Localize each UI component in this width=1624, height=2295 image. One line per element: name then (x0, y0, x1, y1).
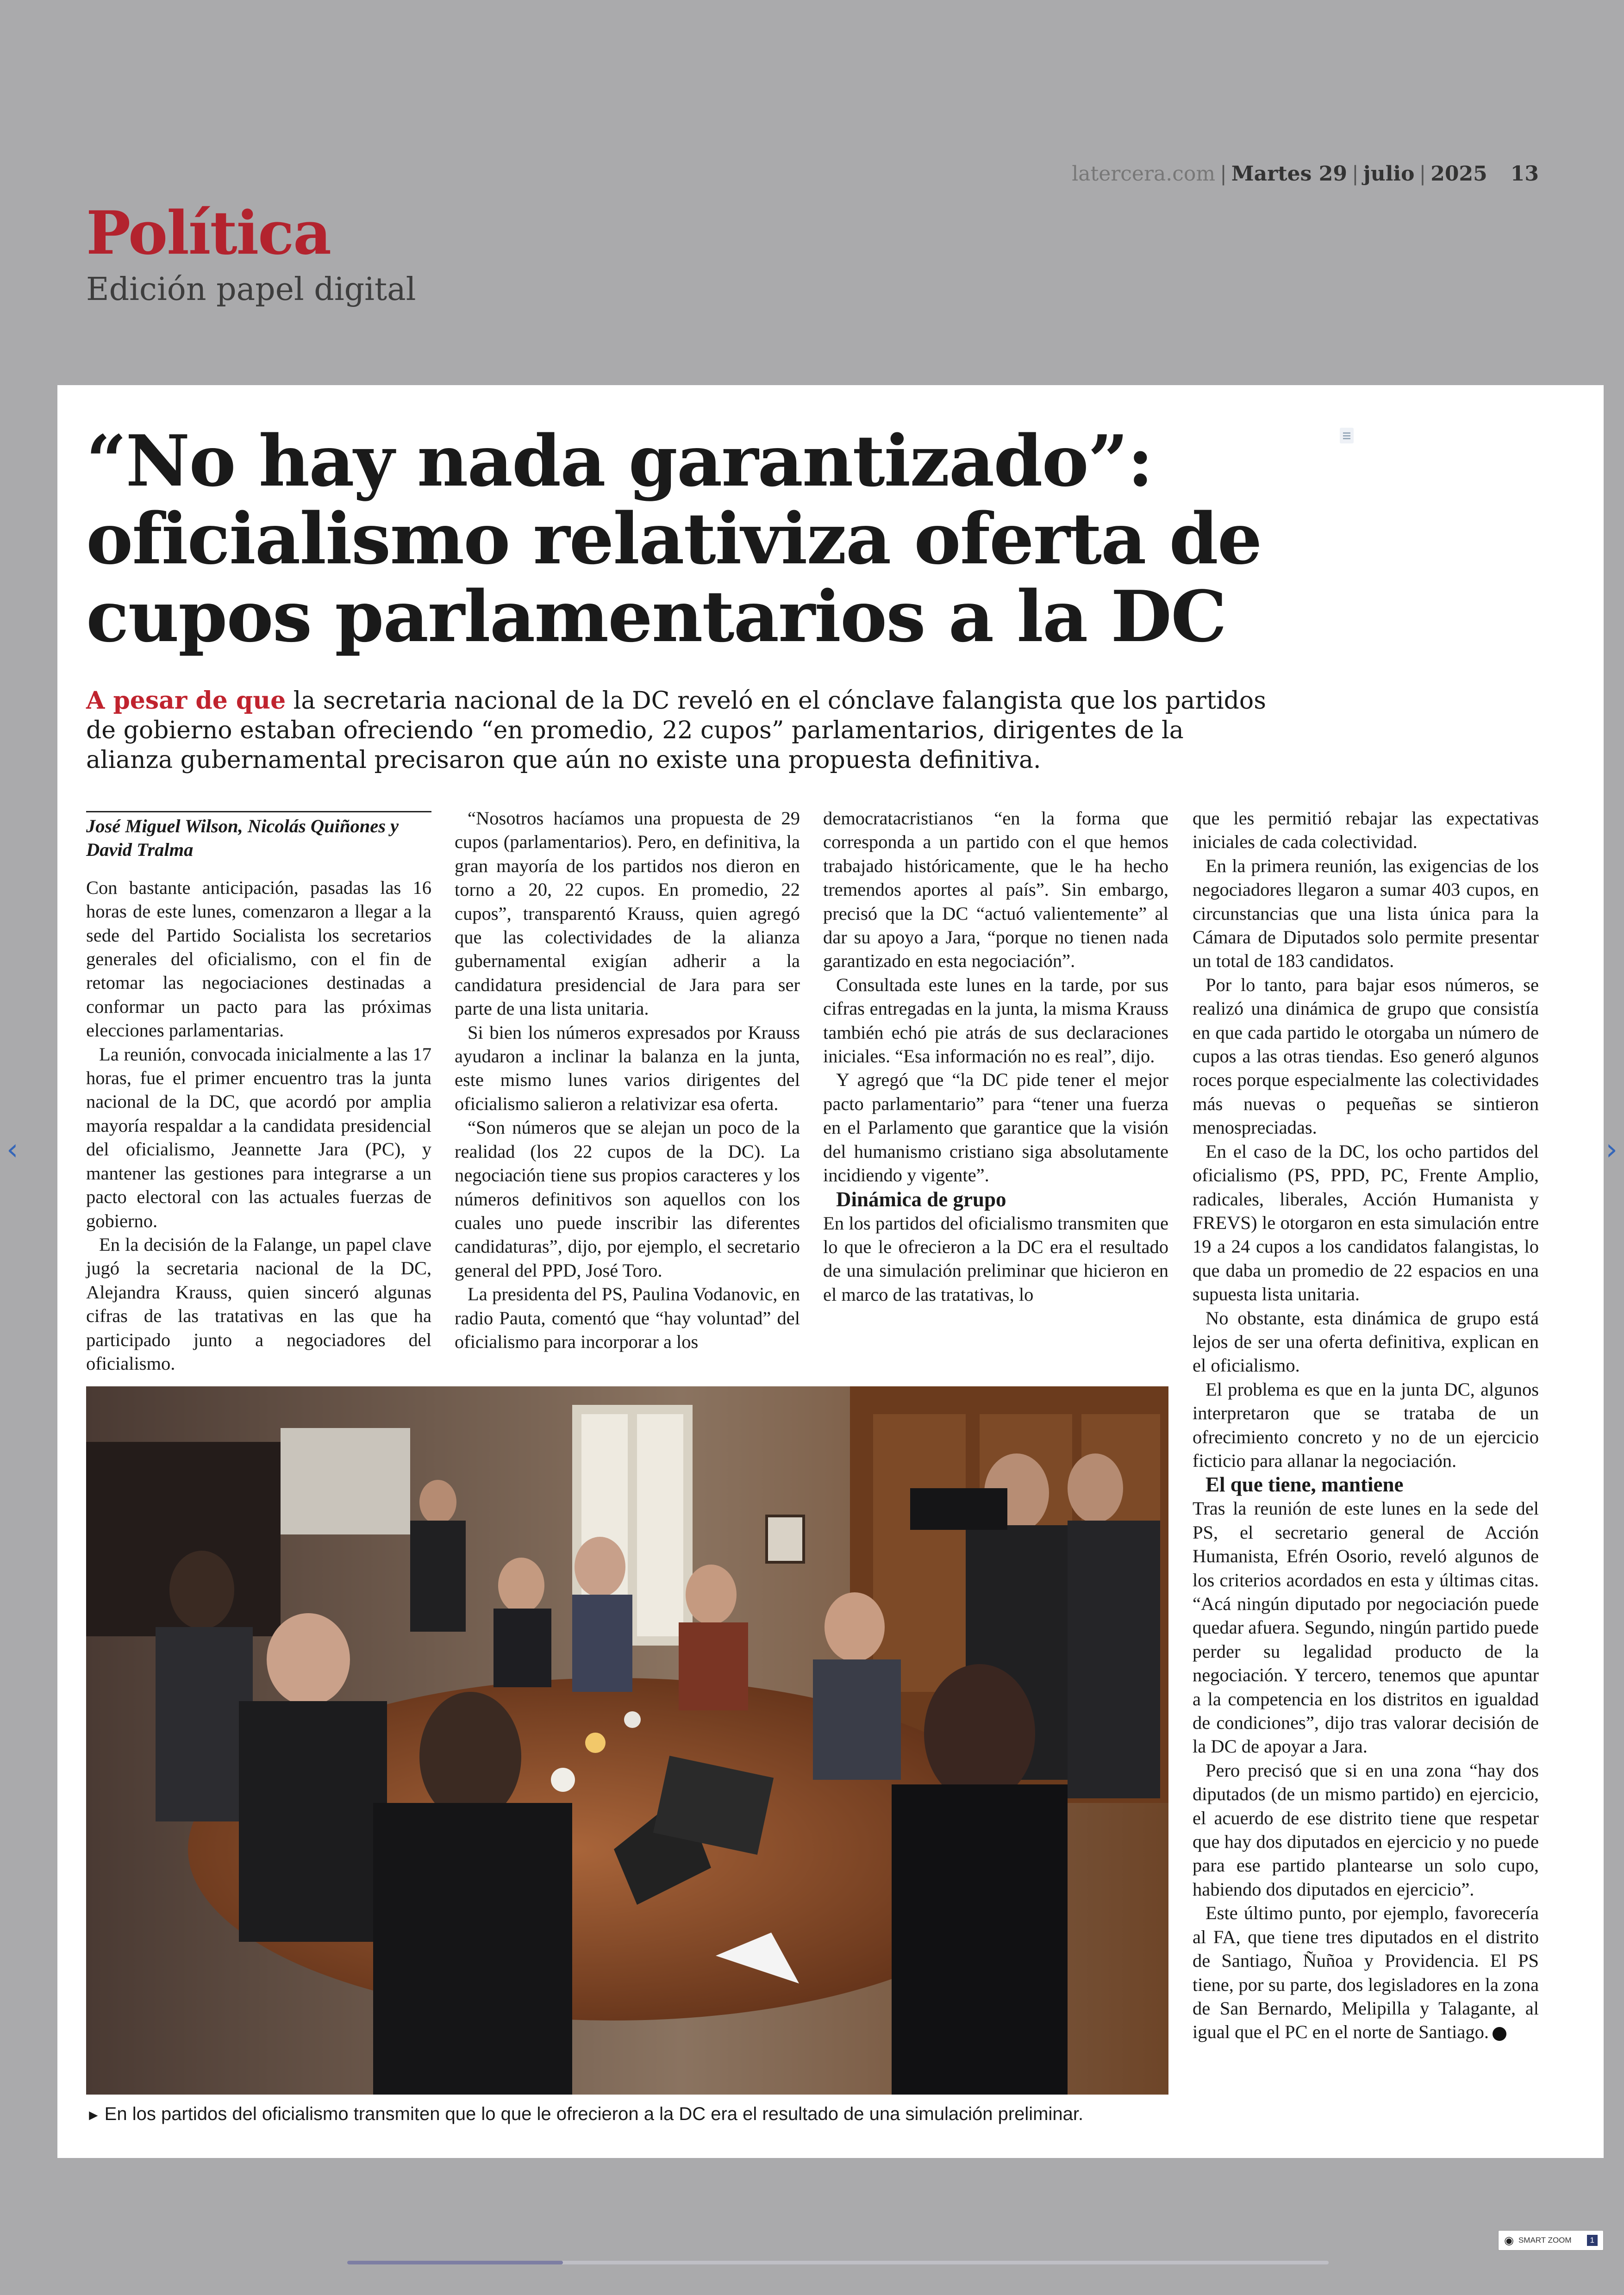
article-column-4 (1193, 806, 1539, 2044)
paragraph-text: Este último punto, por ejemplo, favorecería al FA, que tiene tres diputados en el distrito de Santiago, Ñuñoa y Providencia. El PS tiene, por su parte, dos legisladores en la zona de San Bernardo, Melipilla y Talagante, al igual que el PC en el norte de Santiago. (1193, 1902, 1539, 2043)
paragraph: En el caso de la DC, los ocho partidos del oficialismo (PS, PPD, PC, Frente Amplio, radicales, liberales, Acción Humanista y FREVS) le otorgaron en esta simulación entre 19 a 24 cupos a los candidatos falangistas, lo que daba un promedio de 22 espacios en una supuesta lista unitaria. (1193, 1141, 1539, 1305)
paragraph: El problema es que en la junta DC, algunos interpretaron que se trataba de un ofrecimiento concreto y no de un ejercicio ficticio para allanar la negociación. (1193, 1378, 1539, 1471)
page-progress-bar[interactable] (347, 2261, 1329, 2264)
caption-text: En los partidos del oficialismo transmiten que lo que le ofrecieron a la DC era el resultado de una simulación preliminar. (104, 2104, 1084, 2124)
meeting-photo (86, 1386, 1168, 2095)
paragraph: En la decisión de la Falange, un papel clave jugó la secretaria nacional de la DC, Alejandra Krauss, quien sinceró algunas cifras de las tratativas en las que ha participado junto a negociadores del oficialismo. (86, 1234, 431, 1374)
end-mark (1493, 2027, 1506, 2041)
paragraph: Consultada este lunes en la tarde, por sus cifras entregadas en la junta, la misma Krauss también echó pie atrás de sus declaraciones iniciales. “Esa información no es real”, dijo. (823, 974, 1168, 1067)
paragraph: Y agregó que “la DC pide tener el mejor pacto parlamentario” para “tener una fuerza en el Parlamento que garantice que la visión del humanismo cristiano siga absolutamente incidiendo y vigente”. (823, 1069, 1168, 1186)
date-month: julio (1363, 162, 1415, 186)
subhead: Dinámica de grupo (836, 1187, 1006, 1211)
article-column-2 (455, 806, 800, 1353)
paragraph: Por lo tanto, para bajar esos números, se realizó una dinámica de grupo que consistía en que cada partido le otorgaba un número de cupos a las otras tiendas. Eso generó algunos roces porque especialmente las colectividades más nuevas o pequeñas se sintieron menospreciadas. (1193, 974, 1539, 1138)
newspaper-page (57, 385, 1604, 2158)
paragraph: “Nosotros hacíamos una propuesta de 29 cupos (parlamentarios). Pero, en definitiva, la gran mayoría de los partidos nos dieron en torno a 20, 22 cupos. En promedio, 22 cupos”, transparentó Krauss, quien agregó que las colectividades de la alianza gubernamental exigían adherir a la candidatura presidencial de Jara para ser parte de una lista unitaria. (455, 808, 800, 1019)
byline: José Miguel Wilson, Nicolás Quiñones y David Tralma (86, 811, 431, 862)
page-icon[interactable] (1340, 428, 1354, 443)
masthead (86, 199, 416, 308)
article-column-1 (86, 811, 431, 1375)
paragraph (1193, 1901, 1539, 2044)
page-number: 13 (1510, 162, 1539, 186)
photo-caption (86, 2103, 1197, 2126)
eye-icon: ◉ (1504, 2234, 1514, 2247)
paragraph: que les permitió rebajar las expectativas iniciales de cada colectividad. (1193, 808, 1539, 853)
article-headline: “No hay nada garantizado”: oficialismo relativiza oferta de cupos parlamentarios a la DC (86, 419, 1262, 658)
subhead: El que tiene, mantiene (1206, 1473, 1404, 1497)
paragraph: Tras la reunión de este lunes en la sede del PS, el secretario general de Acción Humanista, Efrén Osorio, reveló algunos de los criterios acordados en esta y últimas citas. “Acá ningún diputado por negociación puede quedar afuera. Segundo, ningún partido puede perder su legalidad producto de la negociación. Y tercero, tenemos que apuntar a la competencia en los distritos en igualdad de condiciones”, dijo tras valorar decisión de la DC de apoyar a Jara. (1193, 1498, 1539, 1757)
smart-zoom-value: 1 (1587, 2235, 1598, 2246)
paragraph: Pero precisó que si en una zona “hay dos diputados (de un mismo partido) en ejercicio, el acuerdo de ese distrito tiene que respetar que hay dos diputados en ejercicio y no puede para ese partido plantearse un solo cupo, habiendo dos diputados en ejercicio”. (1193, 1759, 1539, 1900)
smart-zoom-button[interactable] (1498, 2230, 1604, 2251)
lede-text: la secretaria nacional de la DC reveló en el cónclave falangista que los partidos de gobierno estaban ofreciendo “en promedio, 22 cupos” parlamentarios, dirigentes de la alianza gubernamental precisaron que aún no existe una propuesta definitiva. (86, 687, 1266, 774)
section-title: Política (86, 199, 331, 268)
smart-zoom-label: SMART ZOOM (1518, 2236, 1572, 2245)
edition-label: Edición papel digital (86, 271, 416, 308)
paragraph: democratacristianos “en la forma que corresponda a un partido con el que hemos trabajado históricamente, que le ha hecho tremendos aportes al país”. Sin embargo, precisó que la DC “actuó valientemente” al dar su apoyo a Jara, “porque no tienen nada garantizado en esta negociación”. (823, 808, 1168, 972)
date-day: Martes 29 (1231, 162, 1347, 186)
chevron-left-icon[interactable]: ‹ (6, 1133, 19, 1167)
paragraph: En la primera reunión, las exigencias de los negociadores llegaron a sumar 403 cupos, en circunstancias que una lista única para la Cámara de Diputados solo permite presentar un total de 183 candidatos. (1193, 855, 1539, 972)
paragraph: Con bastante anticipación, pasadas las 16 horas de este lunes, comenzaron a llegar a la sede del Partido Socialista los secretarios generales del oficialismo, con el fin de retomar las negociaciones destinadas a conformar un pacto para las próximas elecciones parlamentarias. (86, 877, 431, 1041)
article-column-3 (823, 806, 1168, 1306)
paragraph: Si bien los números expresados por Krauss ayudaron a inclinar la balanza en la junta, este mismo lunes varios dirigentes del oficialismo salieron a relativizar esa oferta. (455, 1022, 800, 1114)
paragraph: La presidenta del PS, Paulina Vodanovic, en radio Pauta, comentó que “hay voluntad” del oficialismo para incorporar a los (455, 1284, 800, 1352)
paragraph: “Son números que se alejan un poco de la realidad (los 22 cupos de la DC). La negociación tiene sus propios caracteres y los números definitivos son aquellos con los cuales uno puede inscribir las diferentes candidaturas”, dijo, por ejemplo, el secretario general del PPD, José Toro. (455, 1117, 800, 1281)
chevron-right-icon[interactable]: › (1605, 1133, 1618, 1167)
date-year: 2025 (1430, 162, 1487, 186)
paragraph: No obstante, esta dinámica de grupo está lejos de ser una oferta definitiva, explican en el oficialismo. (1193, 1307, 1539, 1376)
paragraph: La reunión, convocada inicialmente a las 17 horas, fue el primer encuentro tras la junta nacional de la DC, que acordó por amplia mayoría respaldar a la candidata presidencial del oficialismo, Jeannette Jara (PC), y mantener las gestiones para integrarse a un pacto electoral con las actuales fuerzas de gobierno. (86, 1043, 431, 1231)
site-name: latercera.com (1072, 162, 1216, 186)
lede-lead-in: A pesar de que (86, 686, 286, 715)
article-lede (86, 686, 1271, 775)
paragraph: En los partidos del oficialismo transmiten que lo que le ofrecieron a la DC era el resultado de una simulación preliminar que hicieron en el marco de las tratativas, lo (823, 1212, 1168, 1305)
dateline: latercera.com | Martes 29 | julio | 2025 13 (1072, 162, 1539, 186)
article-photo (86, 1386, 1168, 2095)
page-progress-fill (347, 2261, 563, 2264)
caption-marker: ► (86, 2107, 101, 2123)
